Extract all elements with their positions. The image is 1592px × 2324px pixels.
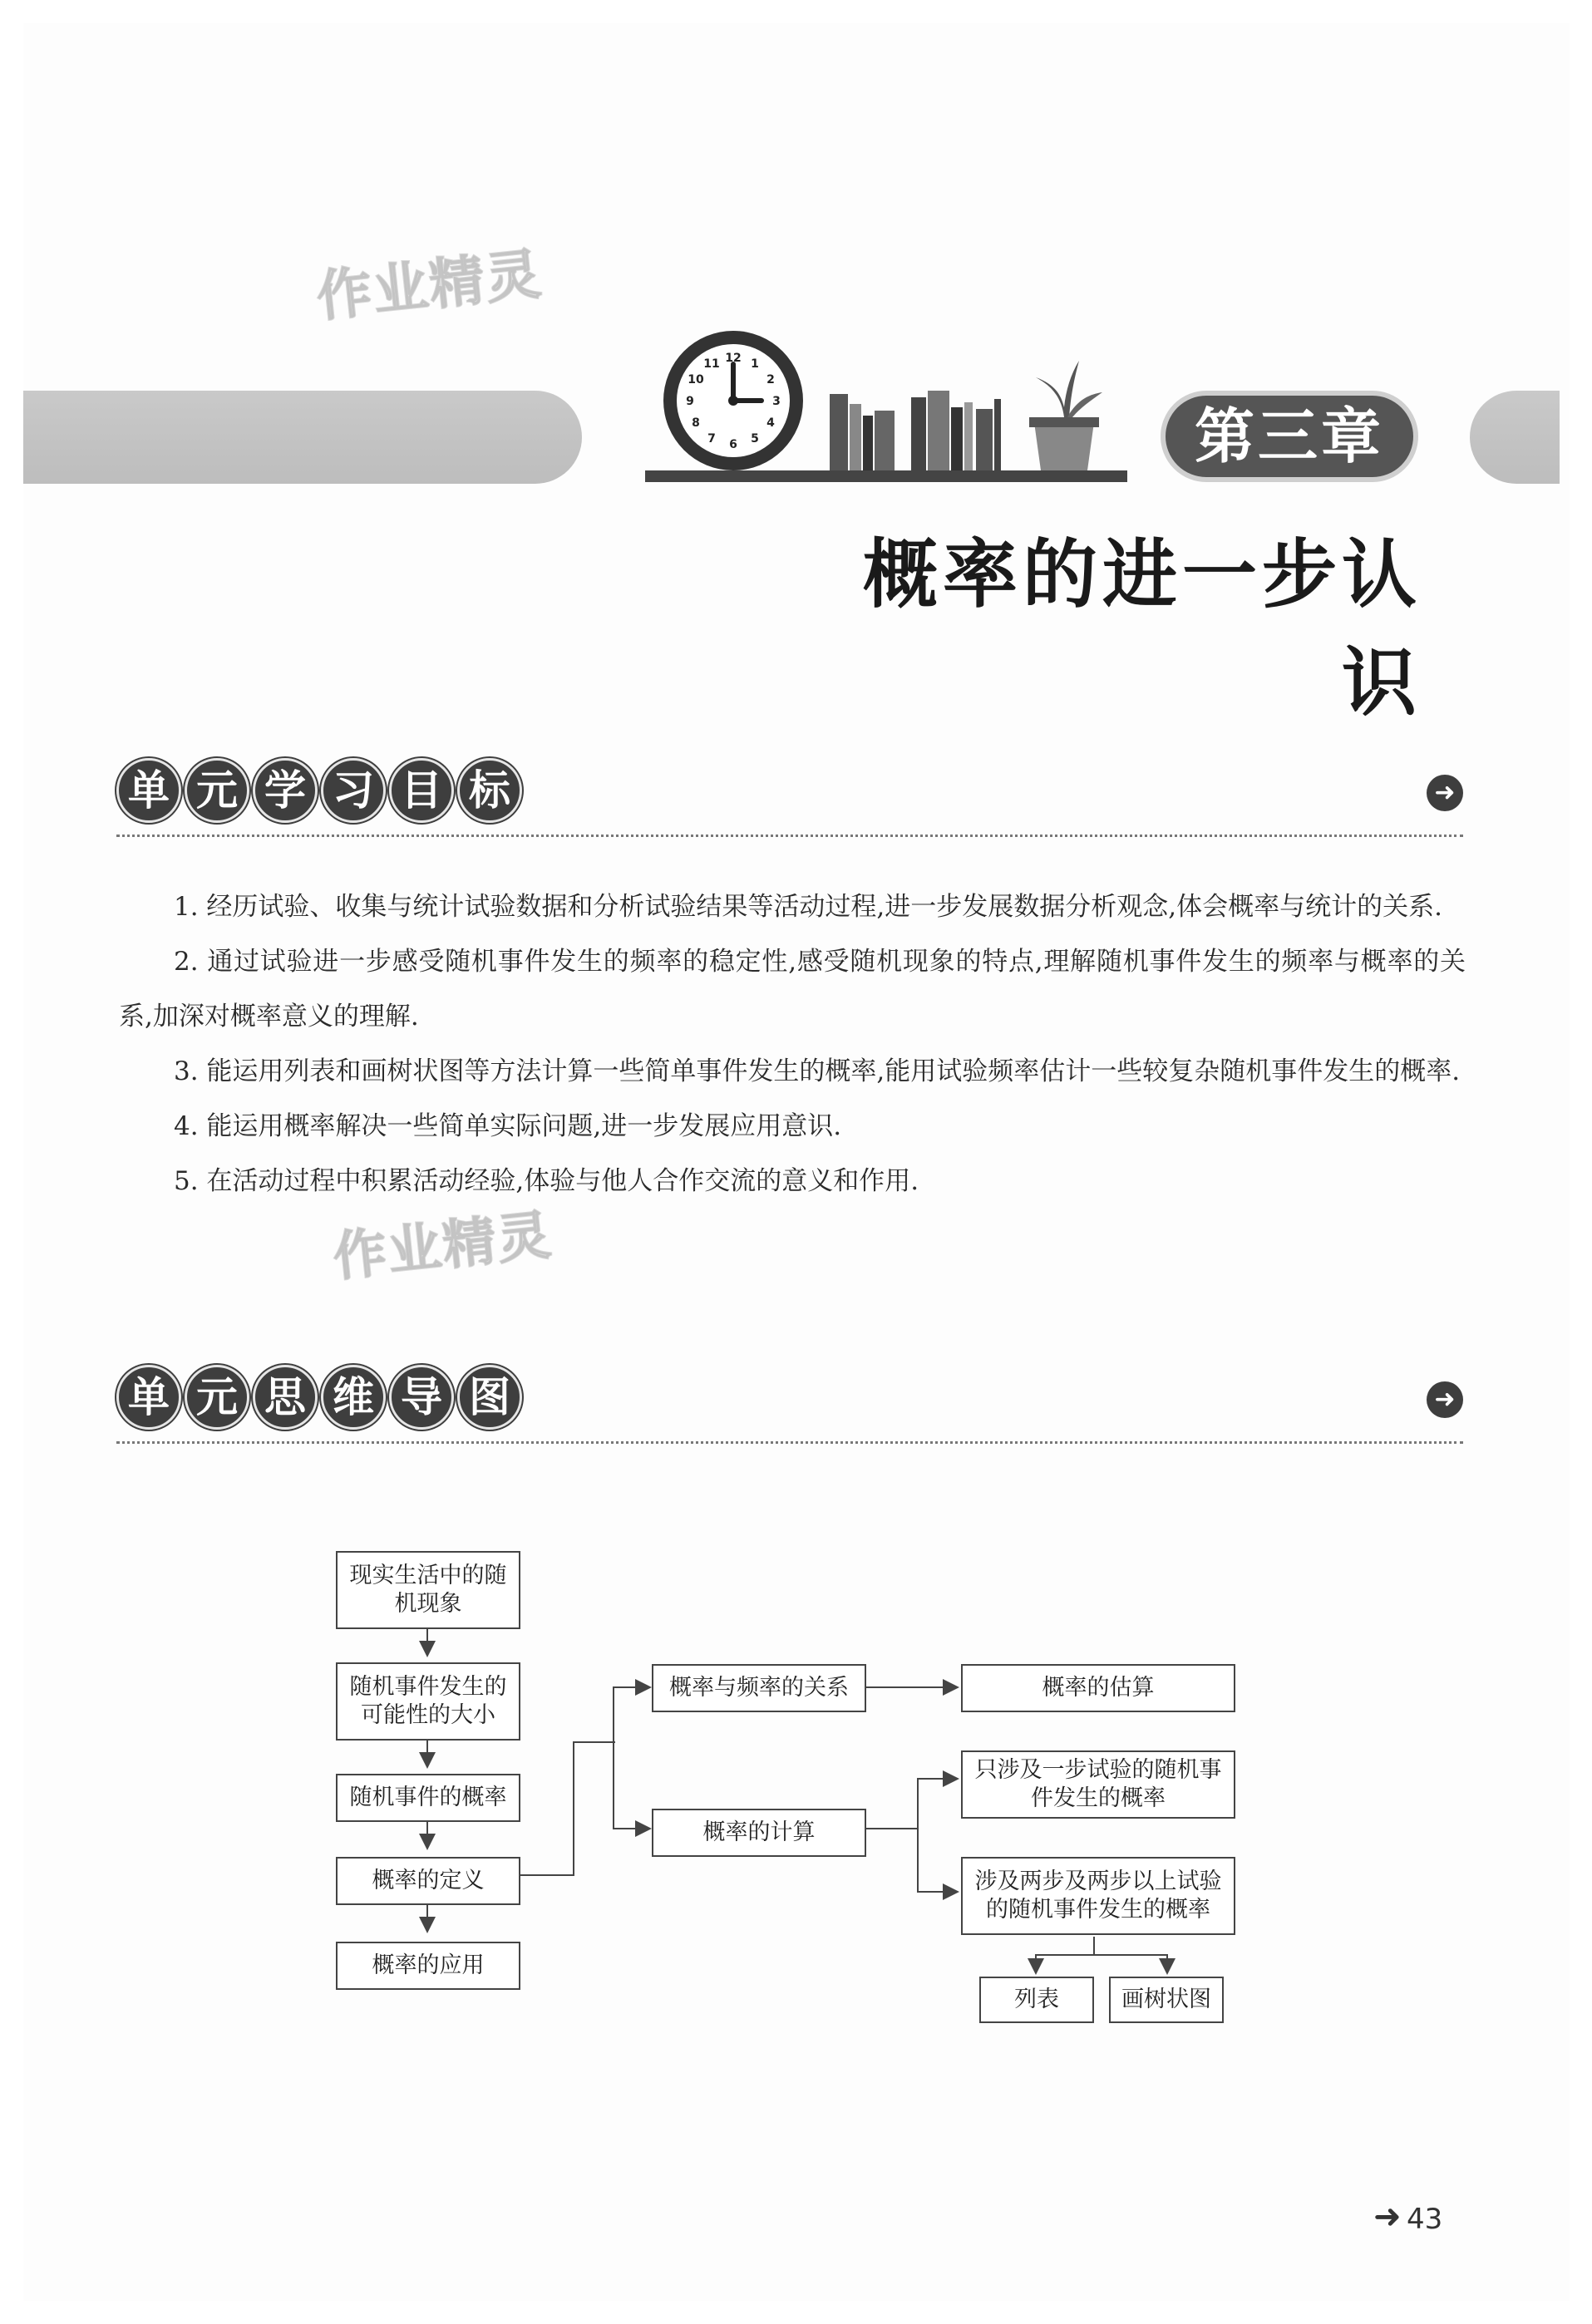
title-badge: 导 bbox=[389, 1365, 454, 1430]
clock-number: 5 bbox=[751, 432, 759, 446]
title-badge: 习 bbox=[321, 758, 386, 823]
watermark-middle: 作业精灵 bbox=[330, 1204, 555, 1289]
title-badge: 单 bbox=[116, 758, 181, 823]
title-badge: 思 bbox=[253, 1365, 318, 1430]
map-node-table: 列表 bbox=[979, 1977, 1094, 2023]
title-badge: 单 bbox=[116, 1365, 181, 1430]
map-node-tree: 画树状图 bbox=[1109, 1977, 1224, 2023]
title-badge: 学 bbox=[253, 758, 318, 823]
map-node-calculation: 概率的计算 bbox=[652, 1809, 866, 1857]
page-number: 43 bbox=[1407, 2203, 1443, 2236]
map-node-prob-freq-relation: 概率与频率的关系 bbox=[652, 1664, 866, 1712]
title-badge: 图 bbox=[457, 1365, 522, 1430]
clock-number: 10 bbox=[688, 373, 704, 387]
goal-item: 1. 经历试验、收集与统计试验数据和分析试验结果等活动过程,进一步发展数据分析观念,体会概率与统计的关系. bbox=[174, 892, 1442, 922]
title-badge: 元 bbox=[185, 1365, 249, 1430]
title-badge: 维 bbox=[321, 1365, 386, 1430]
arrow-right-icon: ➜ bbox=[1427, 775, 1463, 811]
title-badge: 元 bbox=[185, 758, 249, 823]
arrow-right-icon: ➜ bbox=[1427, 1381, 1463, 1418]
clock-number: 3 bbox=[772, 395, 781, 408]
map-node-event-probability: 随机事件的概率 bbox=[336, 1774, 520, 1822]
chapter-label: 第三章 bbox=[1161, 391, 1418, 482]
clock-number: 2 bbox=[766, 373, 775, 387]
map-node-random-phenomena: 现实生活中的随机现象 bbox=[336, 1551, 520, 1629]
goal-item: 2. 通过试验进一步感受随机事件发生的频率的稳定性,感受随机现象的特点,理解随机事件发生的频率与概率的关系,加深对概率意义的理解. bbox=[119, 947, 1466, 1032]
map-node-one-step: 只涉及一步试验的随机事件发生的概率 bbox=[961, 1750, 1235, 1819]
goal-item: 5. 在活动过程中积累活动经验,体验与他人合作交流的意义和作用. bbox=[174, 1166, 919, 1196]
map-node-definition: 概率的定义 bbox=[336, 1857, 520, 1905]
map-node-multi-step: 涉及两步及两步以上试验的随机事件发生的概率 bbox=[961, 1857, 1235, 1935]
clock-number: 6 bbox=[729, 438, 737, 451]
clock-number: 12 bbox=[725, 352, 742, 365]
watermark-top: 作业精灵 bbox=[313, 241, 545, 329]
title-badge: 目 bbox=[389, 758, 454, 823]
goal-item: 4. 能运用概率解决一些简单实际问题,进一步发展应用意识. bbox=[174, 1111, 842, 1141]
chapter-title: 概率的进一步认识 bbox=[863, 530, 1422, 726]
map-node-possibility: 随机事件发生的可能性的大小 bbox=[336, 1662, 520, 1741]
map-node-application: 概率的应用 bbox=[336, 1942, 520, 1990]
clock-number: 4 bbox=[766, 416, 775, 430]
clock-number: 11 bbox=[703, 357, 720, 371]
clock-number: 1 bbox=[751, 357, 759, 371]
map-node-estimation: 概率的估算 bbox=[961, 1664, 1235, 1712]
arrow-right-icon: ➜ bbox=[1373, 2198, 1402, 2236]
clock-number: 7 bbox=[707, 432, 716, 446]
clock-number: 8 bbox=[692, 416, 700, 430]
clock-number: 9 bbox=[686, 395, 694, 408]
goal-item: 3. 能运用列表和画树状图等方法计算一些简单事件发生的概率,能用试验频率估计一些较复杂随机事件发生的概率. bbox=[174, 1056, 1461, 1086]
title-badge: 标 bbox=[457, 758, 522, 823]
